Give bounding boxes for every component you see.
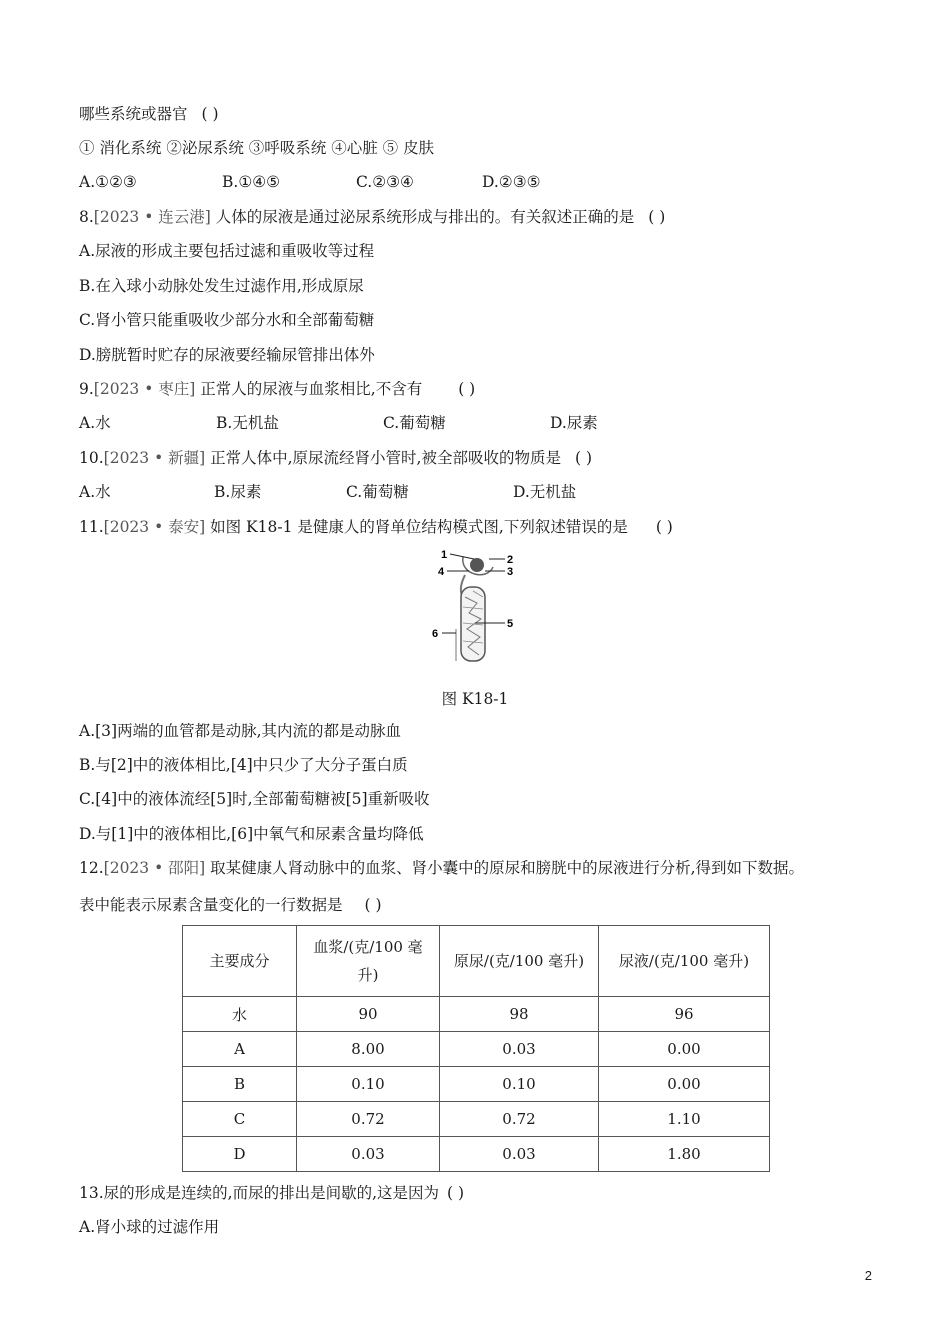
figure-label-5: 5: [507, 618, 514, 630]
answer-blank: ( ): [648, 208, 666, 226]
table-cell: 90: [297, 997, 440, 1032]
table-header: 原尿/(克/100 毫升): [440, 926, 599, 997]
option-a: A.水: [79, 414, 111, 432]
option-b: B.无机盐: [216, 414, 279, 432]
source-tag: [2023 • 邵阳]: [103, 859, 206, 877]
table-header-row: [183, 926, 770, 997]
leader-1: [450, 554, 474, 559]
option-c: C.葡萄糖: [383, 414, 446, 432]
q9-options: [79, 413, 598, 433]
figure-label-2: 2: [507, 554, 514, 566]
table-cell: C: [183, 1102, 297, 1137]
figure-label-6: 6: [432, 628, 439, 640]
option-c: C.[4]中的液体流经[5]时,全部葡萄糖被[5]重新吸收: [79, 790, 430, 808]
q12-stem: 12.[2023 • 邵阳] 取某健康人肾动脉中的血浆、肾小囊中的原尿和膀胱中的尿液进行分析,得到如下数据。: [79, 859, 805, 877]
option-d: D.尿素: [550, 414, 598, 432]
source-tag: [2023 • 连云港]: [93, 208, 211, 226]
table-cell: 0.00: [599, 1067, 770, 1102]
table-row: [183, 1137, 770, 1172]
q10-stem: 10.[2023 • 新疆] 正常人体中,原尿流经肾小管时,被全部吸收的物质是 ( ): [79, 449, 593, 467]
table-row: [183, 1102, 770, 1137]
option-a: A.尿液的形成主要包括过滤和重吸收等过程: [79, 242, 375, 260]
option-c: C.葡萄糖: [346, 483, 409, 501]
option-c: C.肾小管只能重吸收少部分水和全部葡萄糖: [79, 311, 375, 329]
table-cell: 0.10: [297, 1067, 440, 1102]
option-a: A.①②③: [79, 173, 137, 191]
option-a: A.[3]两端的血管都是动脉,其内流的都是动脉血: [79, 722, 402, 740]
table-cell: A: [183, 1032, 297, 1067]
q9-stem: 9.[2023 • 枣庄] 正常人的尿液与血浆相比,不含有 ( ): [79, 380, 476, 398]
table-cell: 0.03: [297, 1137, 440, 1172]
table-cell: 0.10: [440, 1067, 599, 1102]
figure-label-3: 3: [507, 566, 514, 578]
answer-blank: ( ): [655, 518, 673, 536]
q7-stem-continuation: 哪些系统或器官 ( ): [79, 105, 219, 123]
table-row: [183, 1032, 770, 1067]
q12-stem-line2: 表中能表示尿素含量变化的一行数据是 ( ): [79, 896, 382, 914]
answer-blank: ( ): [364, 896, 382, 914]
figure-label-4: 4: [438, 566, 445, 578]
table-cell: 1.80: [599, 1137, 770, 1172]
table-cell: 0.72: [297, 1102, 440, 1137]
option-b: B.在入球小动脉处发生过滤作用,形成原尿: [79, 277, 364, 295]
table-cell: 0.00: [599, 1032, 770, 1067]
page-number: 2: [864, 1268, 872, 1283]
table-cell: 1.10: [599, 1102, 770, 1137]
table-cell: B: [183, 1067, 297, 1102]
source-tag: [2023 • 新疆]: [103, 449, 206, 467]
option-b: B.①④⑤: [222, 173, 281, 191]
option-a: A.水: [79, 483, 111, 501]
table-cell: 96: [599, 997, 770, 1032]
nephron-diagram: [425, 547, 525, 667]
figure-label-1: 1: [441, 549, 448, 561]
table-cell: 98: [440, 997, 599, 1032]
glomerulus: [470, 558, 484, 572]
data-table: [182, 925, 770, 1172]
source-tag: [2023 • 枣庄]: [93, 380, 196, 398]
answer-blank: ( ): [575, 449, 593, 467]
option-d: D.与[1]中的液体相比,[6]中氧气和尿素含量均降低: [79, 825, 424, 843]
answer-blank: ( ): [447, 1184, 465, 1202]
option-d: D.②③⑤: [482, 173, 541, 191]
q11-stem: 11.[2023 • 泰安] 如图 K18-1 是健康人的肾单位结构模式图,下列叙述错误的是 ( ): [79, 518, 673, 536]
table-header: 尿液/(克/100 毫升): [599, 926, 770, 997]
q7-items: ① 消化系统 ②泌尿系统 ③呼吸系统 ④心脏 ⑤ 皮肤: [79, 139, 435, 157]
table-row: [183, 1067, 770, 1102]
q10-options: [79, 482, 576, 502]
table-cell: 0.03: [440, 1032, 599, 1067]
option-b: B.尿素: [214, 483, 262, 501]
answer-blank: ( ): [201, 105, 219, 123]
table-cell: 水: [183, 997, 297, 1032]
option-b: B.与[2]中的液体相比,[4]中只少了大分子蛋白质: [79, 756, 408, 774]
q8-stem: 8.[2023 • 连云港] 人体的尿液是通过泌尿系统形成与排出的。有关叙述正确的是 ( ): [79, 208, 666, 226]
table-cell: 0.72: [440, 1102, 599, 1137]
table-header: 血浆/(克/100 毫 升): [297, 926, 440, 997]
option-d: D.无机盐: [513, 483, 577, 501]
answer-blank: ( ): [458, 380, 476, 398]
table-row: [183, 997, 770, 1032]
q7-options: [79, 172, 541, 192]
figure-caption: 图 K18-1: [441, 690, 509, 708]
option-d: D.膀胱暂时贮存的尿液要经输尿管排出体外: [79, 346, 375, 364]
table-cell: 8.00: [297, 1032, 440, 1067]
option-c: C.②③④: [356, 173, 414, 191]
option-a: A.肾小球的过滤作用: [79, 1218, 220, 1236]
table-cell: D: [183, 1137, 297, 1172]
q13-stem: 13.尿的形成是连续的,而尿的排出是间歇的,这是因为 ( ): [79, 1184, 465, 1202]
table-cell: 0.03: [440, 1137, 599, 1172]
table-header: 主要成分: [183, 926, 297, 997]
source-tag: [2023 • 泰安]: [103, 518, 206, 536]
